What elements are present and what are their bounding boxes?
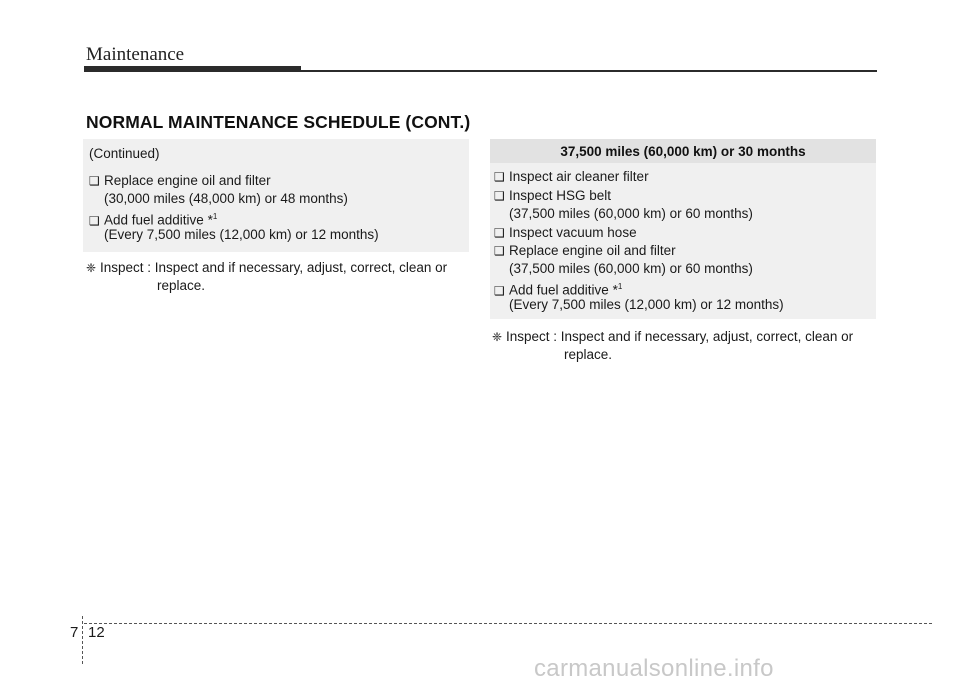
watermark: carmanualsonline.info (534, 655, 774, 682)
list-item-text: Inspect HSG belt (509, 188, 612, 203)
footer-rule (84, 623, 932, 624)
checkbox-icon: ❑ (89, 174, 100, 188)
note-text: Inspect : Inspect and if necessary, adjust, correct, clean or (100, 260, 448, 275)
section-title: Maintenance (86, 44, 185, 65)
list-item-detail: (Every 7,500 miles (12,000 km) or 12 months) (104, 227, 379, 242)
note-mark-icon: ❈ (492, 330, 503, 344)
page-number: 12 (88, 624, 105, 641)
inspect-note (86, 259, 469, 277)
note-mark-icon: ❈ (86, 261, 97, 275)
header-rule-thick (84, 66, 301, 72)
footnote-marker: 1 (617, 282, 623, 291)
list-item (494, 242, 676, 260)
list-item-detail: (Every 7,500 miles (12,000 km) or 12 months) (509, 297, 784, 312)
checkbox-icon: ❑ (494, 226, 505, 240)
list-item-text: Inspect air cleaner filter (509, 169, 649, 184)
list-item (89, 172, 271, 190)
list-item-text: Replace engine oil and filter (509, 243, 676, 258)
list-item (494, 224, 637, 242)
checkbox-icon: ❑ (494, 244, 505, 258)
list-item-detail: (37,500 miles (60,000 km) or 60 months) (509, 206, 753, 221)
continued-label: (Continued) (89, 146, 160, 161)
schedule-box-37500 (490, 139, 876, 319)
list-item (494, 187, 611, 205)
footer-divider (82, 616, 83, 664)
checkbox-icon: ❑ (494, 189, 505, 203)
list-item-detail: (30,000 miles (48,000 km) or 48 months) (104, 191, 348, 206)
schedule-interval-title: 37,500 miles (60,000 km) or 30 months (490, 139, 876, 163)
list-item-text: Add fuel additive * (104, 212, 213, 228)
note-continuation: replace. (564, 347, 613, 362)
list-item-detail: (37,500 miles (60,000 km) or 60 months) (509, 261, 753, 276)
list-item-text: Add fuel additive * (509, 282, 618, 298)
footnote-marker: 1 (212, 212, 218, 221)
note-text: Inspect : Inspect and if necessary, adjust, correct, clean or (506, 329, 854, 344)
checkbox-icon: ❑ (89, 213, 100, 228)
note-continuation: replace. (157, 278, 206, 293)
list-item-text: Replace engine oil and filter (104, 173, 271, 188)
list-item-text: Inspect vacuum hose (509, 225, 637, 240)
checkbox-icon: ❑ (494, 283, 505, 298)
list-item (494, 168, 649, 186)
checkbox-icon: ❑ (494, 170, 505, 184)
chapter-number: 7 (70, 624, 79, 641)
header-rule-thin (301, 70, 877, 72)
page-heading: NORMAL MAINTENANCE SCHEDULE (CONT.) (86, 112, 471, 132)
schedule-box-continued (83, 139, 469, 252)
inspect-note (492, 328, 876, 346)
